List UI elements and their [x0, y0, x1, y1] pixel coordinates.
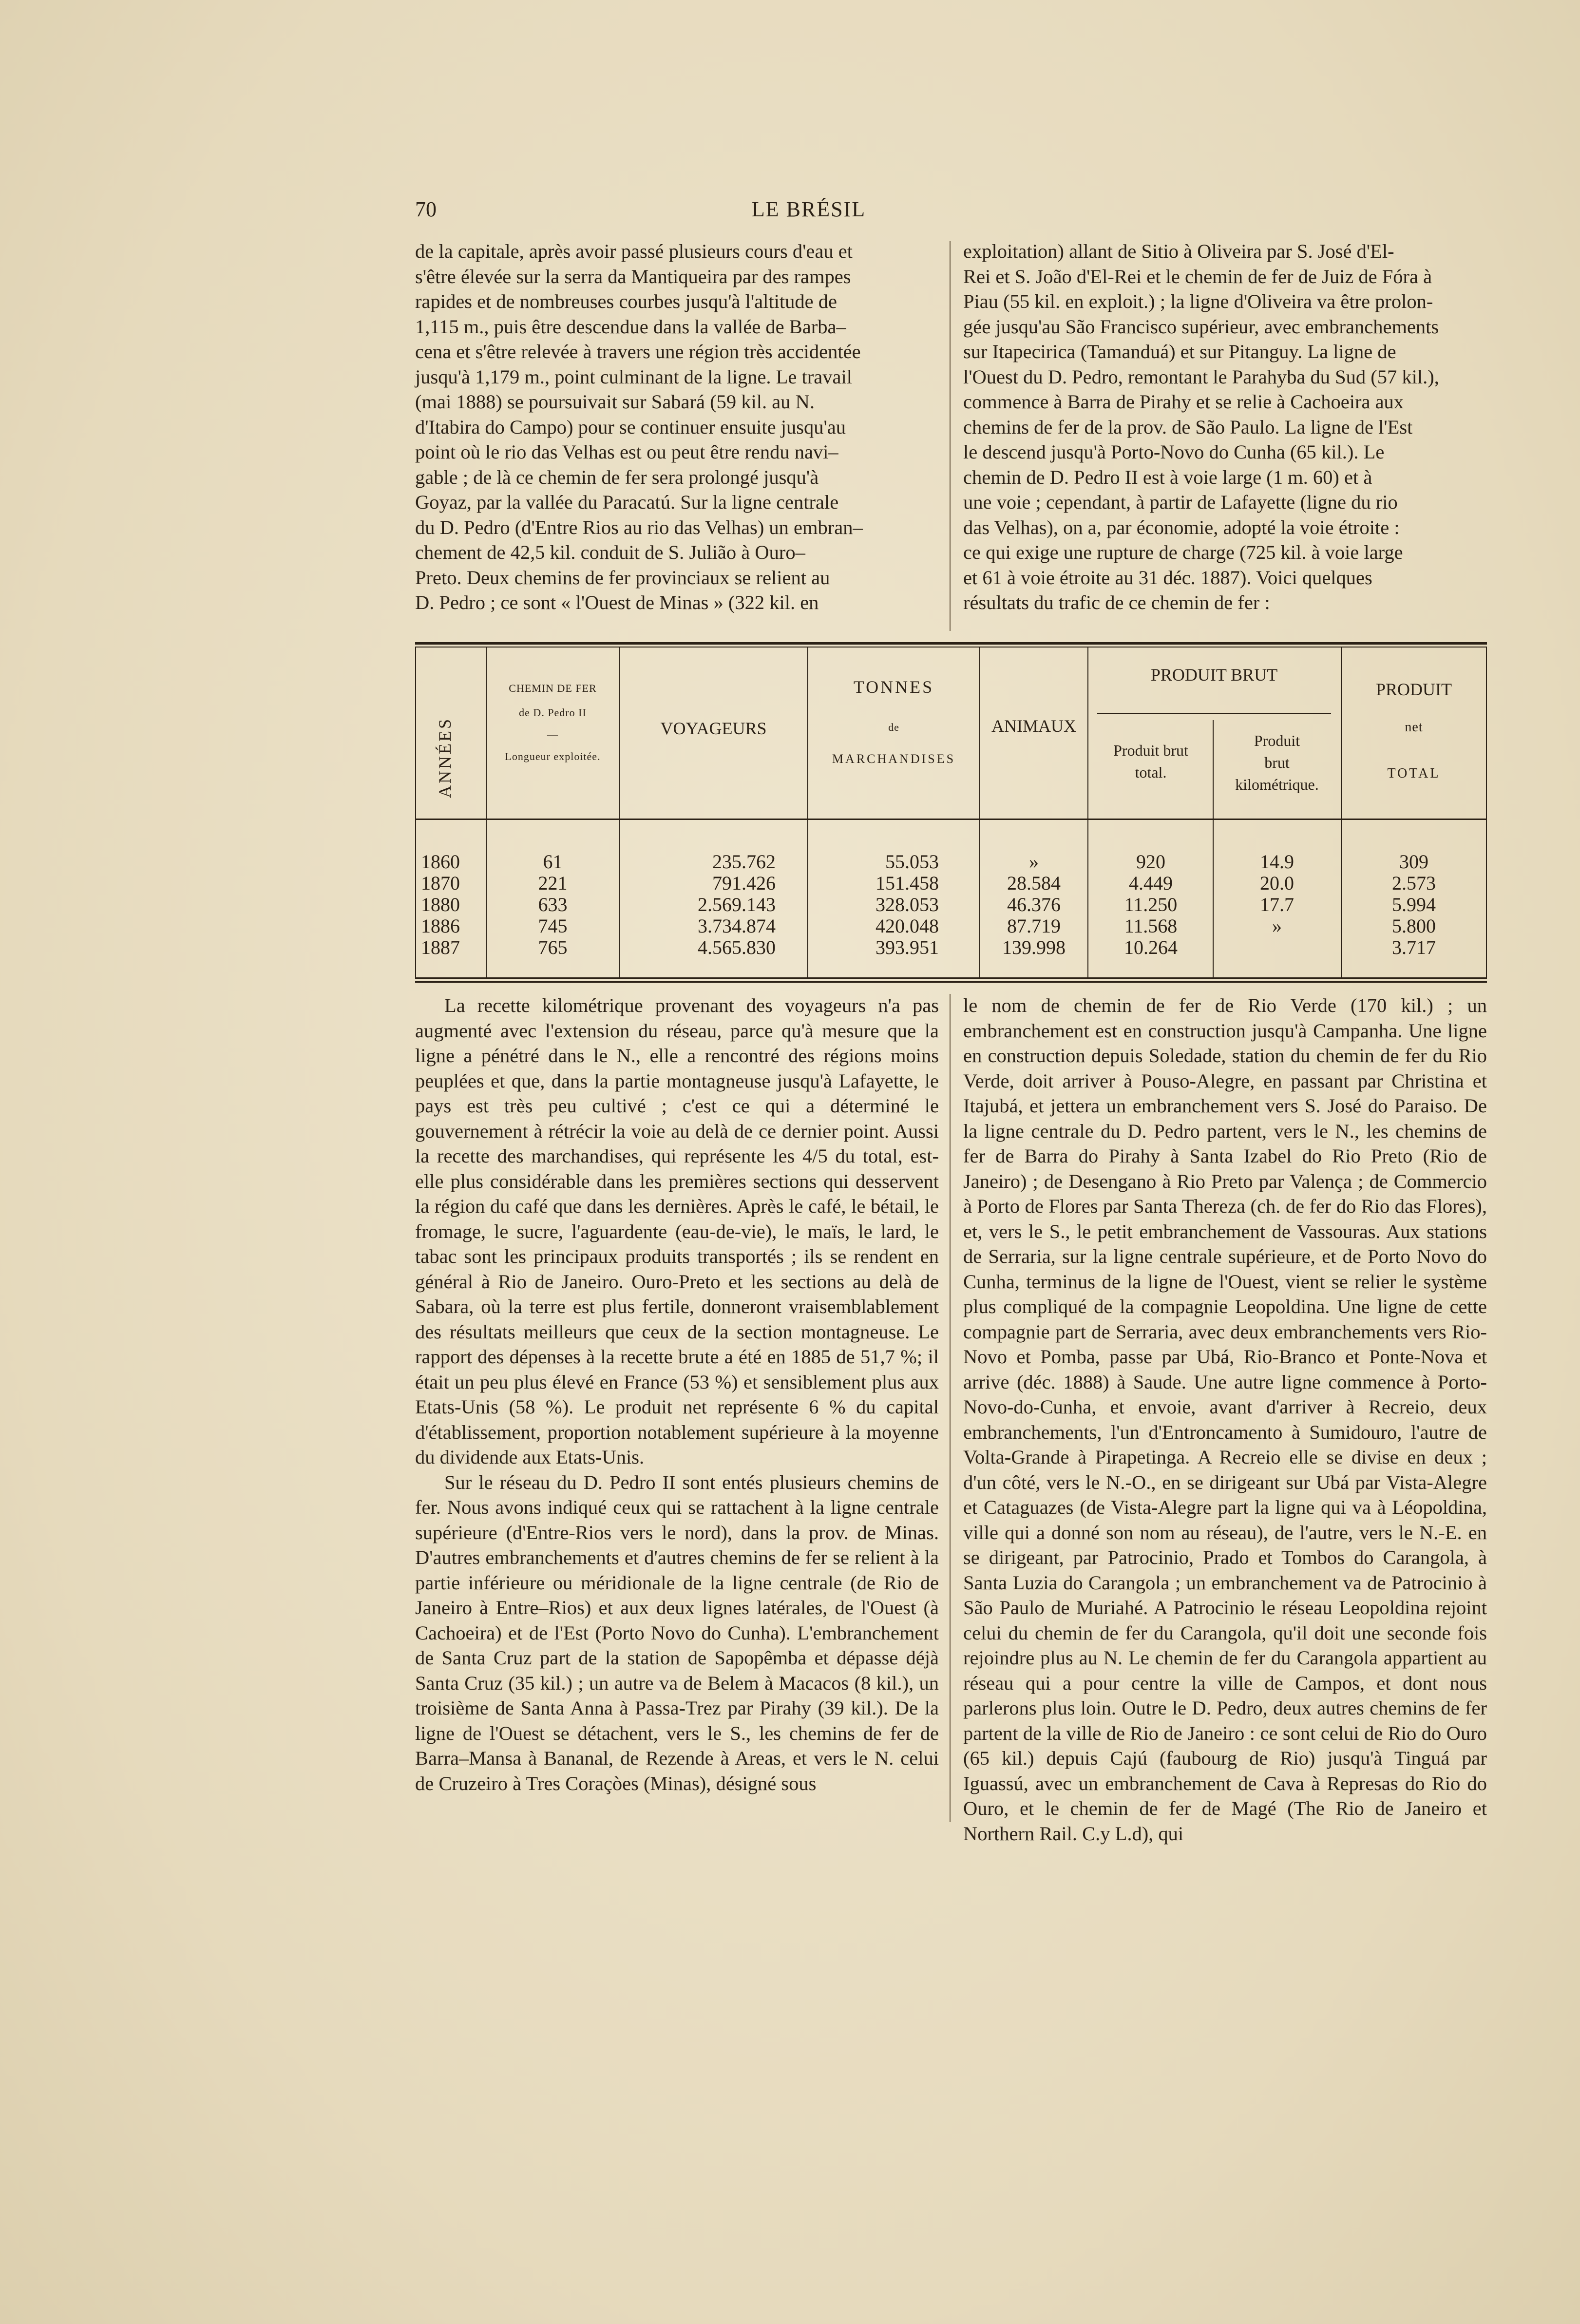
cell-net: 5.994 [1392, 894, 1436, 915]
cell-length: 633 [538, 894, 568, 915]
column-divider [950, 994, 951, 1822]
bottom-left-column [415, 993, 939, 1796]
cell-animaux: 87.719 [1007, 915, 1061, 937]
cell-voyageurs: 791.426 [712, 872, 776, 894]
header-tonnes-1: TONNES [853, 677, 934, 697]
cell-pb-km: 14.9 [1260, 851, 1294, 873]
cell-voyageurs: 2.569.143 [698, 894, 776, 915]
text-line: du D. Pedro (d'Entre Rios au rio das Velhas) un embran– [415, 516, 863, 538]
header-bottom-rule [415, 819, 1487, 820]
cell-voyageurs: 4.565.830 [698, 936, 776, 958]
cell-year: 1887 [421, 936, 460, 958]
header-produit-net-2: net [1405, 720, 1423, 735]
text-line: chemin de D. Pedro II est à voie large (1 m. 60) et à [963, 466, 1372, 488]
col-sep [486, 648, 487, 978]
cell-pb-km: » [1272, 915, 1282, 937]
bottom-right-column [963, 993, 1487, 1846]
text-line: rapides et de nombreuses courbes jusqu'à l'altitude de [415, 290, 837, 312]
top-left-column [415, 239, 939, 615]
col-sep [1341, 648, 1342, 978]
cell-animaux: 28.584 [1007, 872, 1061, 894]
cell-year: 1886 [421, 915, 460, 937]
text-line: commence à Barra de Pirahy et se relie à Cachoeira aux [963, 391, 1404, 413]
header-produit-net-3: TOTAL [1387, 766, 1441, 781]
col-sep [619, 648, 620, 978]
cell-net: 309 [1399, 851, 1428, 873]
cell-pb-total: 11.250 [1124, 894, 1178, 915]
header-chemin-2: de D. Pedro II [519, 706, 587, 719]
text-line: Goyaz, par la vallée du Paracatú. Sur la ligne centrale [415, 491, 839, 513]
text-line: l'Ouest du D. Pedro, remontant le Parahyba du Sud (57 kil.), [963, 365, 1439, 388]
text-line: de la capitale, après avoir passé plusieurs cours d'eau et [415, 240, 853, 262]
text-line: chemins de fer de la prov. de São Paulo. La ligne de l'Est [963, 416, 1413, 438]
text-line: chement de 42,5 kil. conduit de S. Julião à Ouro– [415, 541, 805, 563]
cell-year: 1880 [421, 894, 460, 915]
cell-animaux: 139.998 [1002, 936, 1066, 958]
cell-year: 1870 [421, 872, 460, 894]
header-voyageurs: VOYAGEURS [660, 719, 767, 738]
cell-pb-total: 4.449 [1129, 872, 1173, 894]
header-chemin-4: Longueur exploitée. [505, 750, 601, 762]
running-title: LE BRÉSIL [751, 197, 866, 221]
header-chemin-3: — [547, 728, 558, 741]
text-line: gable ; de là ce chemin de fer sera prolongé jusqu'à [415, 466, 819, 488]
cell-voyageurs: 235.762 [712, 851, 776, 873]
text-line: D. Pedro ; ce sont « l'Ouest de Minas » (322 kil. en [415, 591, 819, 613]
table-top-rule-thin [415, 647, 1487, 648]
text-line: cena et s'être relevée à travers une région très accidentée [415, 341, 861, 362]
header-produit-net-1: PRODUIT [1375, 680, 1452, 699]
text-line: exploitation) allant de Sitio à Oliveira par S. José d'El- [963, 240, 1394, 262]
text-line: s'être élevée sur la serra da Mantiqueira par des rampes [415, 265, 851, 287]
text-line: et 61 à voie étroite au 31 déc. 1887). Voici quelques [963, 566, 1372, 589]
cell-net: 2.573 [1392, 872, 1436, 894]
text-line: sur Itapecirica (Tamanduá) et sur Pitanguy. La ligne de [963, 341, 1396, 362]
cell-net: 5.800 [1392, 915, 1436, 937]
top-right-column [963, 239, 1487, 615]
header-pb-total-2: total. [1135, 763, 1167, 781]
table-bottom-rule-2 [415, 981, 1487, 983]
cell-net: 3.717 [1392, 936, 1436, 958]
header-pb-km-3: kilométrique. [1235, 776, 1319, 793]
text-line: ce qui exige une rupture de charge (725 kil. à voie large [963, 541, 1403, 563]
text-line: (mai 1888) se poursuivait sur Sabará (59 kil. au N. [415, 391, 815, 413]
table-bottom-rule [415, 977, 1487, 979]
text-line: Piau (55 kil. en exploit.) ; la ligne d'Oliveira va être prolon- [963, 290, 1433, 312]
cell-animaux: » [1029, 851, 1039, 873]
text-line: das Velhas), on a, par économie, adopté la voie étroite : [963, 516, 1400, 538]
cell-pb-km: 20.0 [1260, 872, 1294, 894]
cell-voyageurs: 3.734.874 [698, 915, 776, 937]
text-line: d'Itabira do Campo) pour se continuer ensuite jusqu'au [415, 416, 846, 438]
text-line: une voie ; cependant, à partir de Lafayette (ligne du rio [963, 491, 1398, 513]
text-line: Rei et S. João d'El-Rei et le chemin de fer de Juiz de Fóra à [963, 265, 1432, 287]
cell-length: 221 [538, 872, 568, 894]
text-line: Preto. Deux chemins de fer provinciaux se relient au [415, 566, 830, 589]
cell-tonnes: 151.458 [876, 872, 939, 894]
table-top-rule [415, 642, 1487, 645]
paragraph: Sur le réseau du D. Pedro II sont entés plusieurs chemins de fer. Nous avons indiqué ceux qui se rattachent à la ligne centrale supérieure (d'Entre-Rios vers le nord), dans la prov. de Minas. D'autres embranchements et d'autres chemins de fer se relient à la partie inférieure ou méridionale de la ligne centrale (de Rio de Janeiro à Entre–Rios) et aux deux lignes latérales, de l'Ouest (à Cachoeira) et de l'Est (Porto Novo do Cunha). L'embranchement de Santa Cruz part de la station de Sapopêmba et dépasse déjà Santa Cruz (35 kil.) ; un autre va de Belem à Macacos (8 kil.), un troisième de Santa Anna à Passa-Trez par Pirahy (39 kil.). De la ligne de l'Ouest se détachent, vers le S., les chemins de fer de Barra–Mansa à Bananal, de Rezende à Areas, et vers le N. celui de Cruzeiro à Tres Coraçòes (Minas), désigné sous [415, 1471, 939, 1794]
cell-tonnes: 393.951 [876, 936, 939, 958]
cell-pb-km: 17.7 [1260, 894, 1294, 915]
cell-tonnes: 420.048 [876, 915, 939, 937]
col-sep [1213, 720, 1214, 978]
col-sep [1087, 648, 1088, 978]
cell-length: 61 [543, 851, 563, 873]
traffic-table [415, 642, 1487, 983]
text-line: jusqu'à 1,179 m., point culminant de la ligne. Le travail [415, 365, 852, 388]
cell-tonnes: 55.053 [885, 851, 939, 873]
header-pb-total-1: Produit brut [1113, 742, 1188, 759]
header-produit-brut: PRODUIT BRUT [1150, 665, 1278, 685]
page-number: 70 [415, 197, 437, 221]
column-divider [950, 241, 951, 631]
header-chemin-1: CHEMIN DE FER [509, 682, 597, 694]
cell-pb-total: 10.264 [1124, 936, 1178, 958]
text-line: le descend jusqu'à Porto-Novo do Cunha (65 kil.). Le [963, 441, 1385, 463]
cell-length: 745 [538, 915, 568, 937]
header-tonnes-2: de [888, 721, 899, 733]
header-pb-km-2: brut [1264, 754, 1290, 771]
cell-length: 765 [538, 936, 568, 958]
table-border-right [1486, 648, 1487, 978]
cell-year: 1860 [421, 851, 460, 873]
text-line: 1,115 m., puis être descendue dans la vallée de Barba– [415, 315, 846, 338]
header-tonnes-3: MARCHANDISES [832, 752, 956, 766]
paragraph: le nom de chemin de fer de Rio Verde (170 kil.) ; un embranchement est en construction jusqu'à Campanha. Une ligne en construction depuis Soledade, station du chemin de fer du Rio Verde, doit arriver à Pouso-Alegre, en passant par Christina et Itajubá, et jettera un embranchement vers S. José do Paraiso. De la ligne centrale du D. Pedro partent, vers le N., les chemins de fer de Barra do Pirahy à Santa Izabel do Rio Preto (Rio de Janeiro) ; de Desengano à Rio Preto par Valença ; de Commercio à Porto de Flores par Santa Thereza (ch. de fer do Rio das Flores), et, vers le S., le petit embranchement de Vassouras. Aux stations de Serraria, sur la ligne centrale supérieure, et de Porto Novo do Cunha, terminus de la ligne de l'Ouest, vient se relier le système plus compliqué de la compagnie Leopoldina. Une ligne de cette compagnie part de Serraria, avec deux embranchements vers Rio-Novo et Pomba, passe par Ubá, Rio-Branco et Ponte-Nova et arrive (déc. 1888) à Saude. Une autre ligne commence à Porto-Novo-do-Cunha, et envoie, avant d'arriver à Recreio, deux embranchements, l'un d'Entroncamento à Sumidouro, l'autre de Volta-Grande à Pirapetinga. A Recreio elle se divise en deux ; d'un côté, vers le N.-O., en se dirigeant sur Ubá par Vista-Alegre et Cataguazes (de Vista-Alegre part la ligne qui va à Léopoldina, ville qui a donné son nom au réseau), de l'autre, vers le N.-E. en se dirigeant, par Patrocinio, Prado et Tombos do Carangola, à Santa Luzia do Carangola ; un embranchement va de Patrocinio à São Paulo de Muriahé. A Patrocinio le réseau Leopoldina rejoint celui du chemin de fer du Carangola, qu'il doit une seconde fois rejoindre plus au N. Le chemin de fer du Carangola appartient au réseau qui a pour centre la ville de Campos, et dont nous parlerons plus loin. Outre le D. Pedro, deux autres chemins de fer partent de la ville de Rio de Janeiro : ce sont celui de Rio do Ouro (65 kil.) depuis Cajú (faubourg de Rio) jusqu'à Tinguá par Iguassú, avec un embranchement de Cava à Represas do Rio do Ouro, et le chemin de fer de Magé (The Rio de Janeiro et Northern Rail. C.y L.d), qui [963, 994, 1487, 1845]
paragraph: La recette kilométrique provenant des voyageurs n'a pas augmenté avec l'extension du réseau, parce qu'à mesure que la ligne a pénétré dans le N., elle a rencontré des régions moins peuplées et que, dans la partie montagneuse jusqu'à Lafayette, le pays est très peu cultivé ; c'est ce qui a déterminé le gouvernement à rétrécir la voie au delà de ce dernier point. Aussi la recette des marchandises, qui représente les 4/5 du total, est-elle plus considérable dans les premières sections qui desservent la région du café que dans les dernières. Après le café, le bétail, le fromage, le sucre, l'aguardente (eau-de-vie), le maïs, le lard, le tabac sont les principaux produits transportés ; ils se rendent en général à Rio de Janeiro. Ouro-Preto et les sections au delà de Sabara, où la terre est plus fertile, donneront vraisemblablement des résultats meilleurs que ceux de la section montagneuse. Le rapport des dépenses à la recette brute a été en 1885 de 51,7 %; il était un peu plus élevé en France (53 %) et sensiblement plus aux Etats-Unis (58 %). Le produit net représente 6 % du capital d'établissement, proportion notablement supérieure à la moyenne du dividende aux Etats-Unis. [415, 994, 939, 1468]
cell-pb-total: 11.568 [1124, 915, 1178, 937]
col-sep [807, 648, 808, 978]
text-line: point où le rio das Velhas est ou peut être rendu navi– [415, 441, 838, 463]
header-pb-km-1: Produit [1254, 732, 1300, 749]
table-border-left [415, 648, 416, 978]
header-animaux: ANIMAUX [991, 716, 1076, 736]
text-line: résultats du trafic de ce chemin de fer : [963, 591, 1270, 613]
cell-pb-total: 920 [1136, 851, 1165, 873]
produit-brut-brace [1097, 713, 1331, 714]
cell-animaux: 46.376 [1007, 894, 1061, 915]
text-line: gée jusqu'au São Francisco supérieur, avec embranchements [963, 315, 1439, 338]
cell-tonnes: 328.053 [876, 894, 939, 915]
header-years: ANNÉES [435, 717, 455, 798]
